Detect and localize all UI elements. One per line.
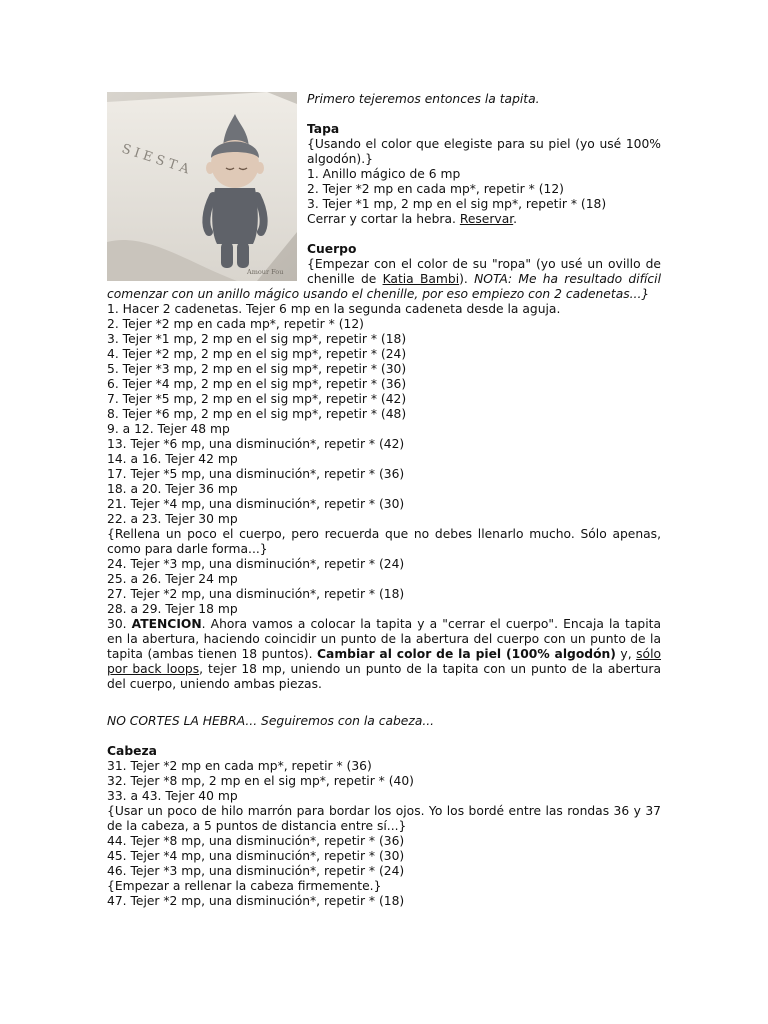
back-loops-link[interactable]: sólo por back loops [107, 647, 662, 676]
cabeza-step: 46. Tejer *3 mp, una disminución*, repetir * (24) [107, 864, 405, 878]
cuerpo-step: 9. a 12. Tejer 48 mp [107, 422, 230, 436]
section-heading-cuerpo: Cuerpo [307, 242, 357, 256]
cuerpo-step: 1. Hacer 2 cadenetas. Tejer 6 mp en la segunda cadeneta desde la aguja. [107, 302, 561, 316]
cuerpo-step: 21. Tejer *4 mp, una disminución*, repetir * (30) [107, 497, 405, 511]
cuerpo-step: 13. Tejer *6 mp, una disminución*, repetir * (42) [107, 437, 405, 451]
cuerpo-step: 27. Tejer *2 mp, una disminución*, repetir * (18) [107, 587, 405, 601]
tapa-closing-period: . [513, 212, 518, 226]
cuerpo-step: 4. Tejer *2 mp, 2 mp en el sig mp*, repetir * (24) [107, 347, 407, 361]
step-number: 30. [107, 617, 132, 631]
cabeza-note-2: {Empezar a rellenar la cabeza firmemente.} [107, 879, 382, 893]
cuerpo-step: 28. a 29. Tejer 18 mp [107, 602, 238, 616]
tapa-step: 3. Tejer *1 mp, 2 mp en el sig mp*, repetir * (18) [307, 197, 607, 211]
svg-text:Amour Fou: Amour Fou [247, 268, 284, 276]
cabeza-step: 32. Tejer *8 mp, 2 mp en el sig mp*, repetir * (40) [107, 774, 414, 788]
tapa-step: 1. Anillo mágico de 6 mp [307, 167, 461, 181]
section-heading-cabeza: Cabeza [107, 744, 157, 758]
cabeza-note: {Usar un poco de hilo marrón para bordar los ojos. Yo los bordé entre las rondas 36 y 37 de la cabeza, a 5 puntos de distancia entre sí...} [107, 804, 661, 833]
svg-text:SIESTA: SIESTA [119, 141, 195, 179]
cuerpo-step: 18. a 20. Tejer 36 mp [107, 482, 238, 496]
color-change-label: Cambiar al color de la piel (100% algodón) [317, 647, 616, 661]
cuerpo-step-30 [107, 617, 661, 692]
step-30-text-2: y, [615, 647, 637, 661]
cuerpo-steps-2 [107, 557, 661, 617]
cuerpo-step: 14. a 16. Tejer 42 mp [107, 452, 238, 466]
intro-line: Primero tejeremos entonces la tapita. [307, 92, 540, 106]
cabeza-step: 31. Tejer *2 mp en cada mp*, repetir * (36) [107, 759, 372, 773]
cuerpo-note-2: {Rellena un poco el cuerpo, pero recuerda que no debes llenarlo mucho. Sólo apenas, como para darle forma...} [107, 527, 661, 556]
cuerpo-step: 22. a 23. Tejer 30 mp [107, 512, 238, 526]
cuerpo-step: 7. Tejer *5 mp, 2 mp en el sig mp*, repetir * (42) [107, 392, 407, 406]
cuerpo-step: 2. Tejer *2 mp en cada mp*, repetir * (12) [107, 317, 364, 331]
cuerpo-note-text: {Empezar con el color de su "ropa" (yo usé un ovillo de chenille de [307, 257, 661, 286]
katia-bambi-link[interactable]: Katia Bambi [382, 272, 460, 286]
cabeza-step: 44. Tejer *8 mp, una disminución*, repetir * (36) [107, 834, 405, 848]
cuerpo-note-italic: NOTA: Me ha resultado difícil comenzar con un anillo mágico usando el chenille, por eso empiezo con 2 cadenetas...} [107, 272, 661, 301]
transition-line: NO CORTES LA HEBRA... Seguiremos con la cabeza... [107, 714, 435, 728]
cuerpo-step: 25. a 26. Tejer 24 mp [107, 572, 238, 586]
cabeza-step: 33. a 43. Tejer 40 mp [107, 789, 238, 803]
photo-watermark [246, 268, 283, 276]
tapa-closing-text: Cerrar y cortar la hebra. [307, 212, 460, 226]
cuerpo-step: 5. Tejer *3 mp, 2 mp en el sig mp*, repetir * (30) [107, 362, 407, 376]
cuerpo-step: 8. Tejer *6 mp, 2 mp en el sig mp*, repetir * (48) [107, 407, 407, 421]
cuerpo-step: 24. Tejer *3 mp, una disminución*, repetir * (24) [107, 557, 405, 571]
cuerpo-step: 3. Tejer *1 mp, 2 mp en el sig mp*, repetir * (18) [107, 332, 407, 346]
document-content [107, 92, 661, 909]
step-30-text-3: , tejer 18 mp, uniendo un punto de la tapita con un punto de la abertura del cuerpo, uniendo ambas piezas. [107, 662, 661, 691]
step-30-text: . Ahora vamos a colocar la tapita y a "cerrar el cuerpo". Encaja la tapita en la abertura, haciendo coincidir un punto de la abertura del cuerpo con un punto de la tapita (ambas tienen 18 puntos). [107, 617, 661, 661]
cuerpo-step: 17. Tejer *5 mp, una disminución*, repetir * (36) [107, 467, 405, 481]
cabeza-step: 47. Tejer *2 mp, una disminución*, repetir * (18) [107, 894, 405, 908]
section-heading-tapa: Tapa [307, 122, 340, 136]
atencion-label: ATENCION [131, 617, 202, 631]
tapa-note: {Usando el color que elegiste para su piel (yo usé 100% algodón).} [307, 137, 661, 166]
amigurumi-photo [107, 92, 297, 281]
reservar-link[interactable]: Reservar [459, 212, 514, 226]
cabeza-step: 45. Tejer *4 mp, una disminución*, repetir * (30) [107, 849, 405, 863]
cuerpo-step: 6. Tejer *4 mp, 2 mp en el sig mp*, repetir * (36) [107, 377, 407, 391]
cuerpo-steps [107, 302, 661, 527]
cuerpo-note-text-2: ). [459, 272, 475, 286]
tapa-step: 2. Tejer *2 mp en cada mp*, repetir * (12) [307, 182, 564, 196]
